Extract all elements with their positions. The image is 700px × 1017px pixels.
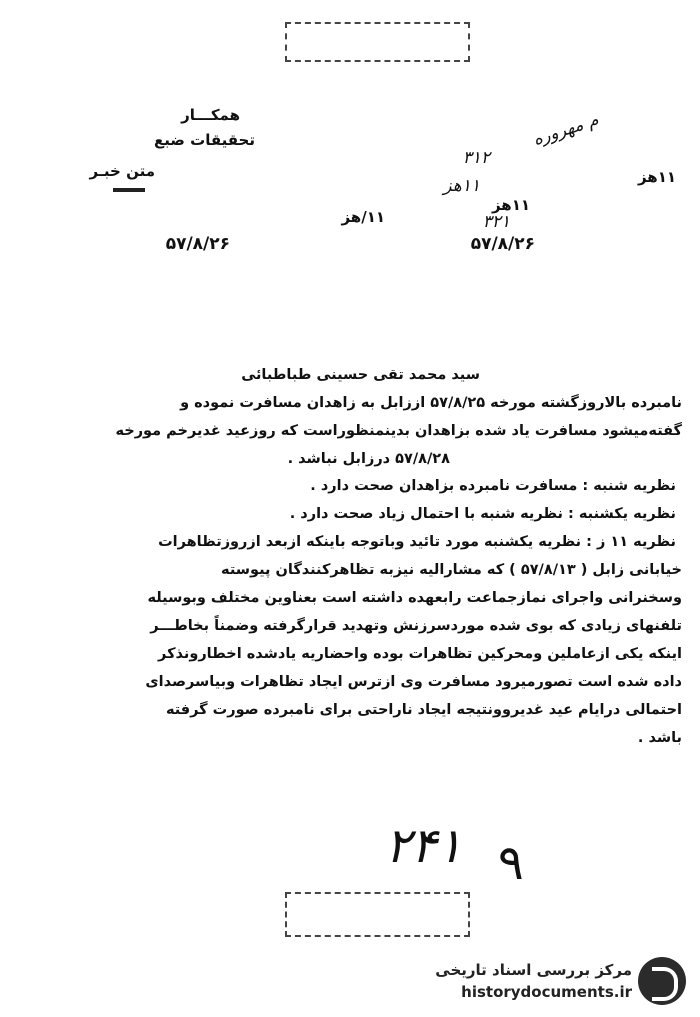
archive-logo-icon	[638, 957, 686, 1005]
body-line: نظریه شنبه : مسافرت نامبرده بزاهدان صحت دارد .	[310, 478, 676, 494]
subject-name: سید محمد تقی حسینی طباطبائی	[241, 367, 480, 383]
body-line: خیابانی زابل ( ۵۷/۸/۱۳ ) که مشارالیه نیزبه تظاهرکنندگان پیوسته	[221, 562, 682, 578]
header-underline	[113, 188, 145, 192]
text-label: متن خبـر	[89, 162, 155, 180]
handwritten-page-number: ۲۴۱	[385, 818, 463, 874]
ref-middle-code: ۱۱هز	[443, 176, 480, 196]
ref-middle-number: ۱۱هز	[491, 196, 530, 214]
archive-name: مرکز بررسی اسناد تاریخی	[435, 961, 632, 979]
ref-middle-top: ۳۱۲	[462, 148, 490, 168]
body-line: باشد .	[637, 730, 682, 746]
top-stamp-box	[285, 22, 470, 62]
handwritten-note: م مهروره	[530, 110, 602, 150]
ref-serial: ۱۱/هز	[341, 208, 385, 226]
archive-logo	[420, 955, 690, 1010]
body-line: نظریه ۱۱ ز : نظریه یکشنبه مورد تائید وباتوجه باینکه ازبعد ازروزتظاهرات	[158, 534, 676, 550]
body-line: وسخنرانی واجرای نمازجماعت رابعهده داشته است بعناوین مختلف وبوسیله	[147, 590, 682, 606]
body-line: ۵۷/۸/۲۸ درزابل نباشد .	[287, 451, 450, 467]
handwritten-mark: ۹	[498, 835, 524, 891]
org-label: همکـــار	[181, 106, 240, 124]
body-line: احتمالی درایام عید غدیروونتیجه ایجاد ناراحتی برای نامبرده صورت گرفته	[165, 702, 682, 718]
body-line: اینکه یکی ازعاملین ومحرکین تظاهرات بوده واحضاریه یادشده اخطارونذکر	[158, 646, 682, 662]
body-line: نظریه یکشنبه : نظریه شنبه با احتمال زیاد صحت دارد .	[289, 506, 676, 522]
date-left: ۵۷/۸/۲۶	[165, 234, 230, 254]
body-line: گفته‌میشود مسافرت یاد شده بزاهدان بدینمنظوراست که روزعید غدیرخم مورخه	[115, 423, 682, 439]
date-right: ۵۷/۸/۲۶	[470, 234, 535, 254]
body-line: داده شده است تصورمیرود مسافرت وی ازترس ایجاد تظاهرات وبیاسرصدای	[145, 674, 682, 690]
dept-label: تحقیقات ضبع	[154, 131, 255, 149]
archive-url: historydocuments.ir	[461, 983, 632, 1001]
ref-left: ۱۱هز	[637, 168, 676, 186]
bottom-stamp-box	[285, 892, 470, 937]
ref-handwritten-number: ۳۲۱	[482, 212, 510, 232]
body-line: نامبرده بالاروزگشته مورخه ۵۷/۸/۲۵ اززابل به زاهدان مسافرت نموده و	[180, 395, 682, 411]
body-line: تلفنهای زیادی که بوی شده موردسرزنش وتهدید قرارگرفته وضمناً بخاطـــر	[150, 618, 682, 634]
